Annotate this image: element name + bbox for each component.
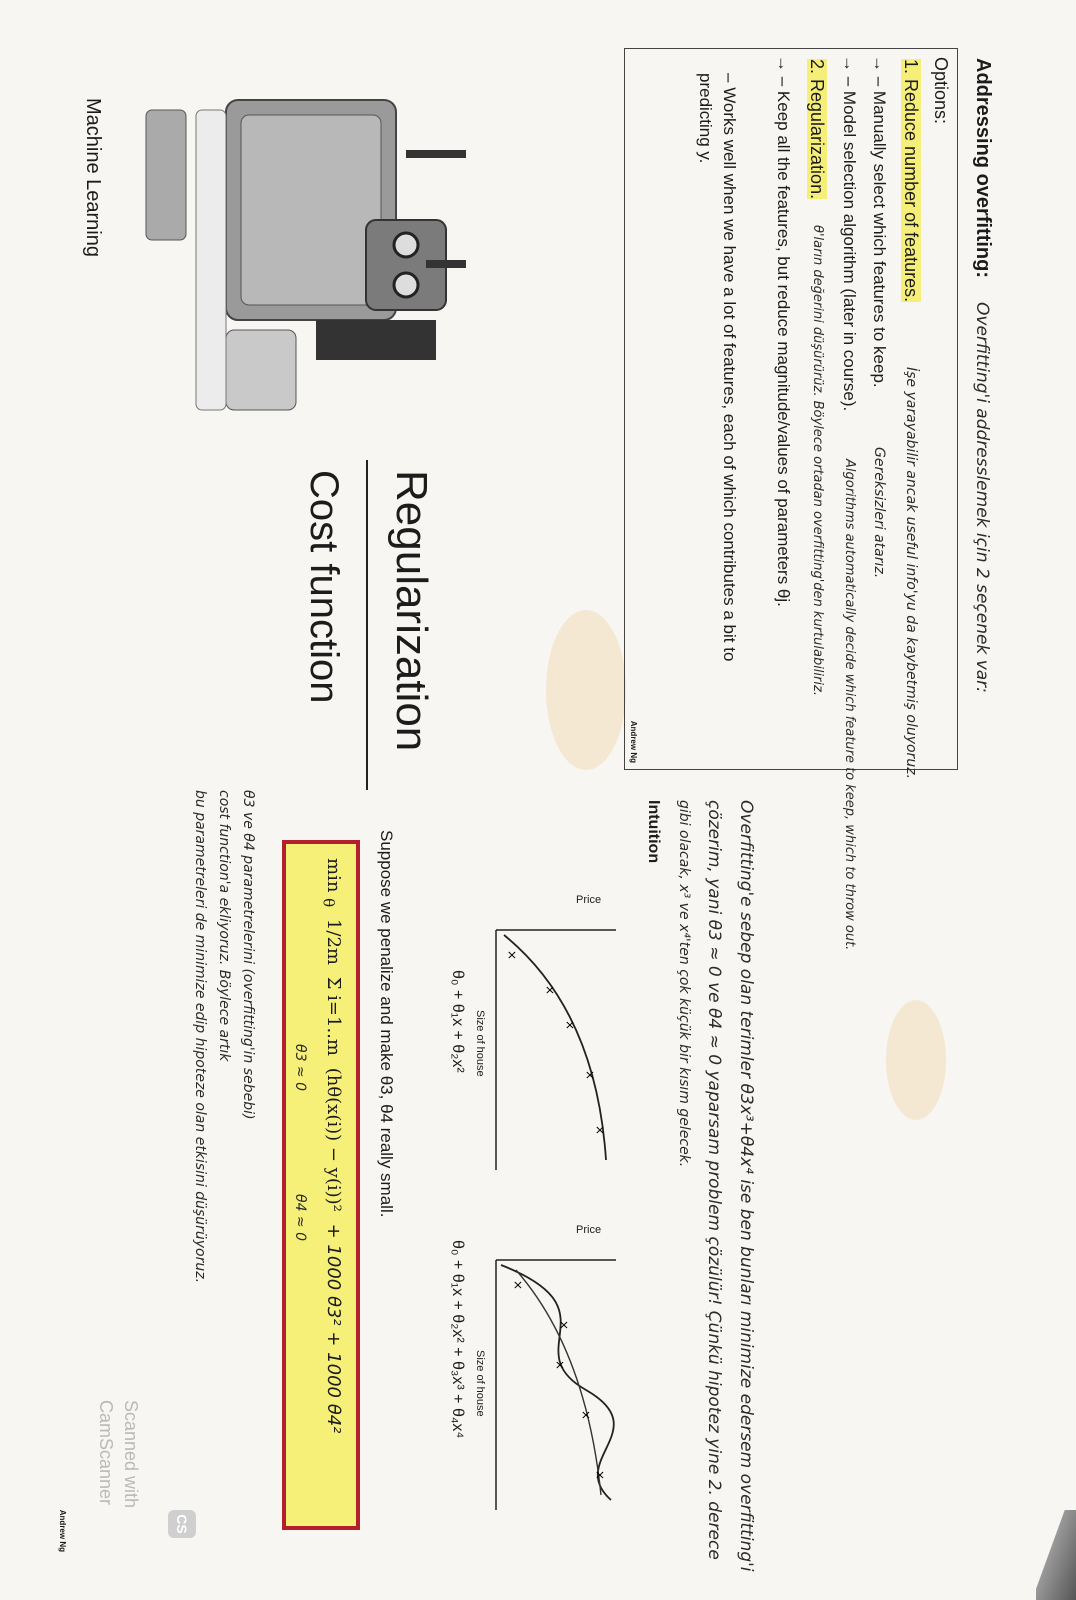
approx-theta4: θ4 ≈ 0 xyxy=(292,1194,308,1242)
min-subscript: θ xyxy=(319,898,338,908)
data-point: × xyxy=(563,1020,577,1031)
handwritten-note: Overfitting'i addresslemek için 2 seçenek var: xyxy=(972,302,992,693)
hypothesis-formula: θ₀ + θ₁x + θ₂x² xyxy=(449,970,466,1073)
handwritten-note: cost function'a ekliyoruz. Böylece artık xyxy=(216,790,232,1062)
arrow-icon: → – xyxy=(774,55,793,91)
data-point: × xyxy=(593,1470,607,1481)
arrow-icon: → – xyxy=(840,55,859,91)
option-1b-text: Model selection algorithm (later in course). xyxy=(840,90,859,412)
graph-quadratic xyxy=(416,890,626,1180)
slide-title: Regularization xyxy=(387,470,436,752)
option-1a xyxy=(869,55,889,388)
y-axis-label: Price xyxy=(576,1224,602,1236)
data-point: × xyxy=(505,950,519,961)
option-2 xyxy=(806,59,827,199)
cost-function-formula xyxy=(319,858,344,1433)
divider xyxy=(366,460,368,790)
camscanner-logo-icon: CS xyxy=(168,1510,196,1538)
min-operator: min xyxy=(323,858,344,893)
x-axis-label: Size of house xyxy=(474,1010,486,1077)
handwritten-note: Overfitting'e sebep olan terimler θ3x³+θ4x⁴ ise ben bunları minimize edersem overfitting'i xyxy=(736,800,756,1572)
handwritten-note: θ'ların değerini düşürürüz. Böylece ortadan overfitting'den kurtulabiliriz. xyxy=(810,225,825,696)
option-2a-text: Keep all the features, but reduce magnitude/values of parameters θj. xyxy=(774,90,793,607)
summation: Σ i=1..m xyxy=(323,976,344,1056)
handwritten-note: gibi olacak, x³ ve x⁴'ten çok küçük bir kısım gelecek. xyxy=(676,800,692,1168)
option-1b xyxy=(839,55,859,411)
watermark-line1: Scanned with xyxy=(121,1400,141,1509)
cost-function-box xyxy=(282,840,360,1530)
approx-theta3: θ3 ≈ 0 xyxy=(292,1044,308,1092)
option-2b: – Works well when we have a lot of features, each of which contributes a bit to predicting y. xyxy=(696,73,739,662)
slide-footer: Andrew Ng xyxy=(58,1509,67,1552)
option-2a xyxy=(771,55,795,695)
option-1 xyxy=(900,59,921,302)
data-point: × xyxy=(593,1125,607,1136)
graph-quadratic-plot xyxy=(486,890,626,1180)
handwritten-note: çözerim, yani θ3 ≈ 0 ve θ4 ≈ 0 yaparsam problem çözülür! Çünkü hipotez yine 2. derece xyxy=(704,800,724,1560)
suppose-text: Suppose we penalize and make θ3, θ4 really small. xyxy=(377,830,396,1218)
option-2b-text: Works well when we have a lot of features, each of which contributes a bit to predicting y. xyxy=(696,73,739,662)
options-label: Options: xyxy=(931,57,951,125)
handwritten-note: Gereksizleri atarız. xyxy=(871,447,887,579)
slide-footer: Machine Learning xyxy=(82,98,104,257)
handwritten-note: θ3 ve θ4 parametrelerini (overfitting'in sebebi) xyxy=(240,790,256,1120)
option-2-text: 2. Regularization. xyxy=(807,59,827,200)
fraction: 1/2m xyxy=(323,918,344,965)
graph-quartic xyxy=(416,1220,626,1560)
stain xyxy=(546,610,626,770)
x-axis-label: Size of house xyxy=(474,1350,486,1417)
robot-illustration xyxy=(136,90,476,420)
data-point: × xyxy=(511,1280,525,1291)
camscanner-watermark xyxy=(136,1510,196,1590)
data-point: × xyxy=(543,985,557,996)
slide-subtitle: Cost function xyxy=(302,470,346,704)
slide-regularization-title xyxy=(36,90,476,790)
y-axis-label: Price xyxy=(576,894,602,906)
data-point: × xyxy=(579,1410,593,1421)
option-1-text: 1. Reduce number of features. xyxy=(901,59,921,303)
data-point: × xyxy=(557,1320,571,1331)
penalty-terms: + 1000 θ3² + 1000 θ4² xyxy=(323,1223,344,1434)
intuition-label: Intuition xyxy=(645,800,662,864)
graph-quartic-plot xyxy=(486,1220,626,1520)
slide-intuition xyxy=(16,780,1056,1580)
watermark-line2: CamScanner xyxy=(96,1400,116,1506)
arrow-icon: → – xyxy=(870,55,889,91)
data-point: × xyxy=(583,1070,597,1081)
data-point: × xyxy=(553,1360,567,1371)
hypothesis-formula: θ₀ + θ₁x + θ₂x² + θ₃x³ + θ₄x⁴ xyxy=(449,1240,466,1439)
slide-footer: Andrew Ng xyxy=(629,720,638,763)
option-1a-text: Manually select which features to keep. xyxy=(870,90,889,388)
handwritten-note: Algorithms automatically decide which feature to keep, which to throw out. xyxy=(842,459,857,951)
slide-title: Addressing overfitting: xyxy=(972,58,994,279)
squared-error-term: (hθ(x(i)) − y(i))² xyxy=(323,1067,344,1212)
handwritten-note: bu parametreleri de minimize edip hipoteze olan etkisini düşürüyoruz. xyxy=(192,790,208,1284)
handwritten-note: İşe yarayabilir ancak useful info'yu da kaybetmiş oluyoruz. xyxy=(903,367,919,779)
